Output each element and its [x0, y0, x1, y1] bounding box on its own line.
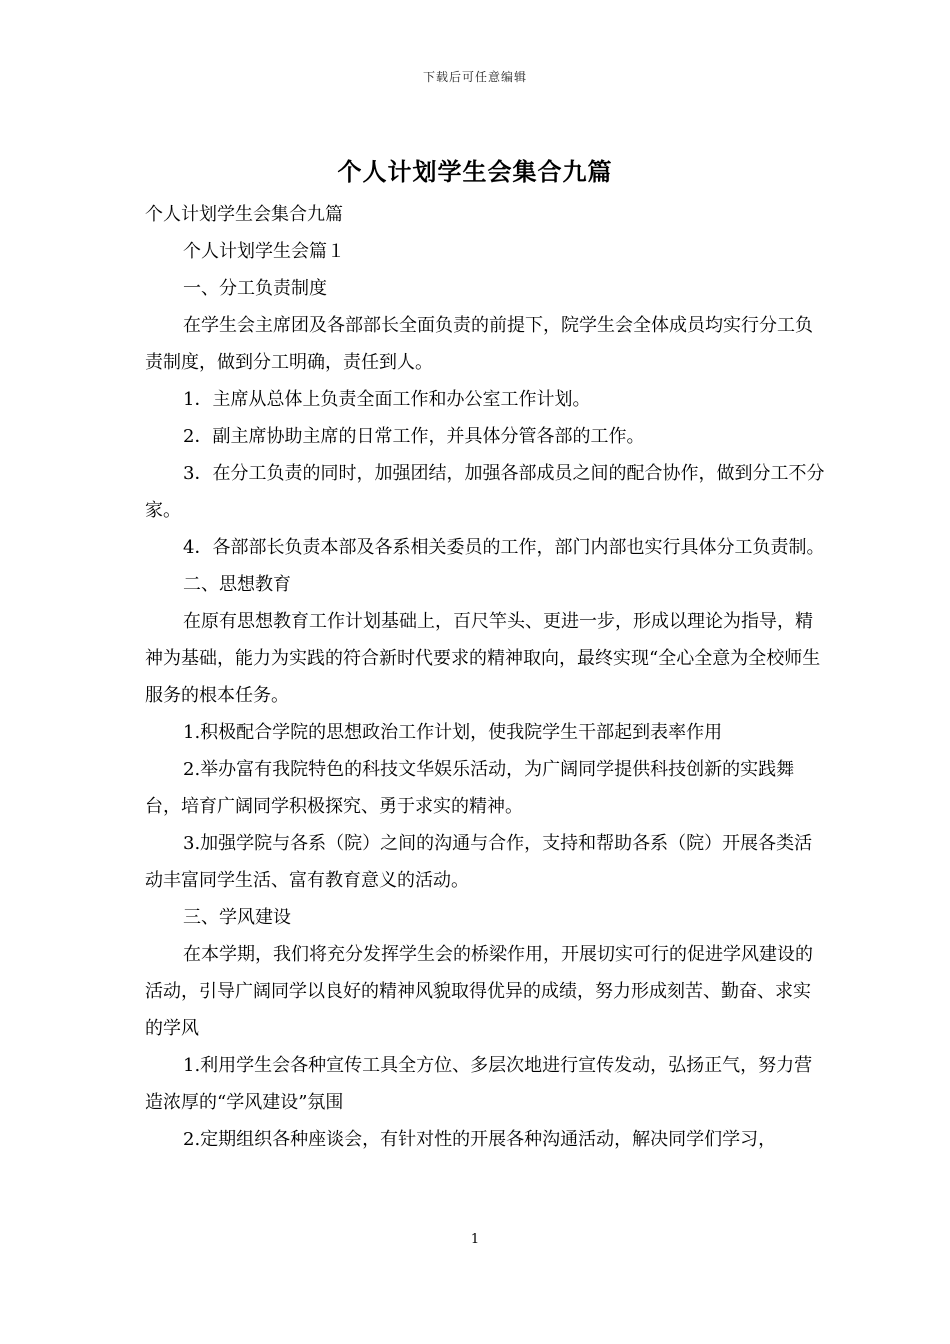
paragraph: 2.举办富有我院特色的科技文华娱乐活动，为广阔同学提供科技创新的实践舞台，培育广阔同学积极探究、勇于求实的精神。: [145, 759, 795, 817]
paragraph: 3．在分工负责的同时，加强团结，加强各部成员之间的配合协作，做到分工不分家。: [145, 463, 825, 521]
paragraph: 在学生会主席团及各部部长全面负责的前提下，院学生会全体成员均实行分工负责制度，做到分工明确，责任到人。: [145, 315, 813, 373]
paragraph: 个人计划学生会集合九篇: [145, 204, 343, 225]
paragraph: 1.积极配合学院的思想政治工作计划，使我院学生干部起到表率作用: [183, 722, 723, 743]
paragraph: 4．各部部长负责本部及各系相关委员的工作，部门内部也实行具体分工负责制。: [183, 537, 825, 558]
paragraph: 1．主席从总体上负责全面工作和办公室工作计划。: [183, 389, 591, 410]
paragraph: 1.利用学生会各种宣传工具全方位、多层次地进行宣传发动，弘扬正气，努力营造浓厚的“学风建设”氛围: [145, 1055, 813, 1113]
document-body: [145, 196, 825, 1158]
paragraph: 二、思想教育: [183, 574, 291, 595]
paragraph: 个人计划学生会篇１: [183, 241, 345, 262]
paragraph: 2．副主席协助主席的日常工作，并具体分管各部的工作。: [183, 426, 645, 447]
paragraph: 2.定期组织各种座谈会，有针对性的开展各种沟通活动，解决同学们学习，: [183, 1129, 777, 1150]
paragraph: 3.加强学院与各系（院）之间的沟通与合作，支持和帮助各系（院）开展各类活动丰富同学生活、富有教育意义的活动。: [145, 833, 813, 891]
paragraph: 三、学风建设: [183, 907, 291, 928]
page-number: 1: [470, 1232, 480, 1247]
paragraph: 在原有思想教育工作计划基础上，百尺竿头、更进一步，形成以理论为指导，精神为基础，能力为实践的符合新时代要求的精神取向，最终实现“全心全意为全校师生服务的根本任务。: [145, 611, 821, 706]
document-title: 个人计划学生会集合九篇: [337, 157, 613, 186]
header-note: 下载后可任意编辑: [422, 70, 527, 84]
paragraph: 在本学期，我们将充分发挥学生会的桥梁作用，开展切实可行的促进学风建设的活动，引导广阔同学以良好的精神风貌取得优异的成绩，努力形成刻苦、勤奋、求实的学风: [145, 944, 813, 1039]
paragraph: 一、分工负责制度: [183, 278, 327, 299]
